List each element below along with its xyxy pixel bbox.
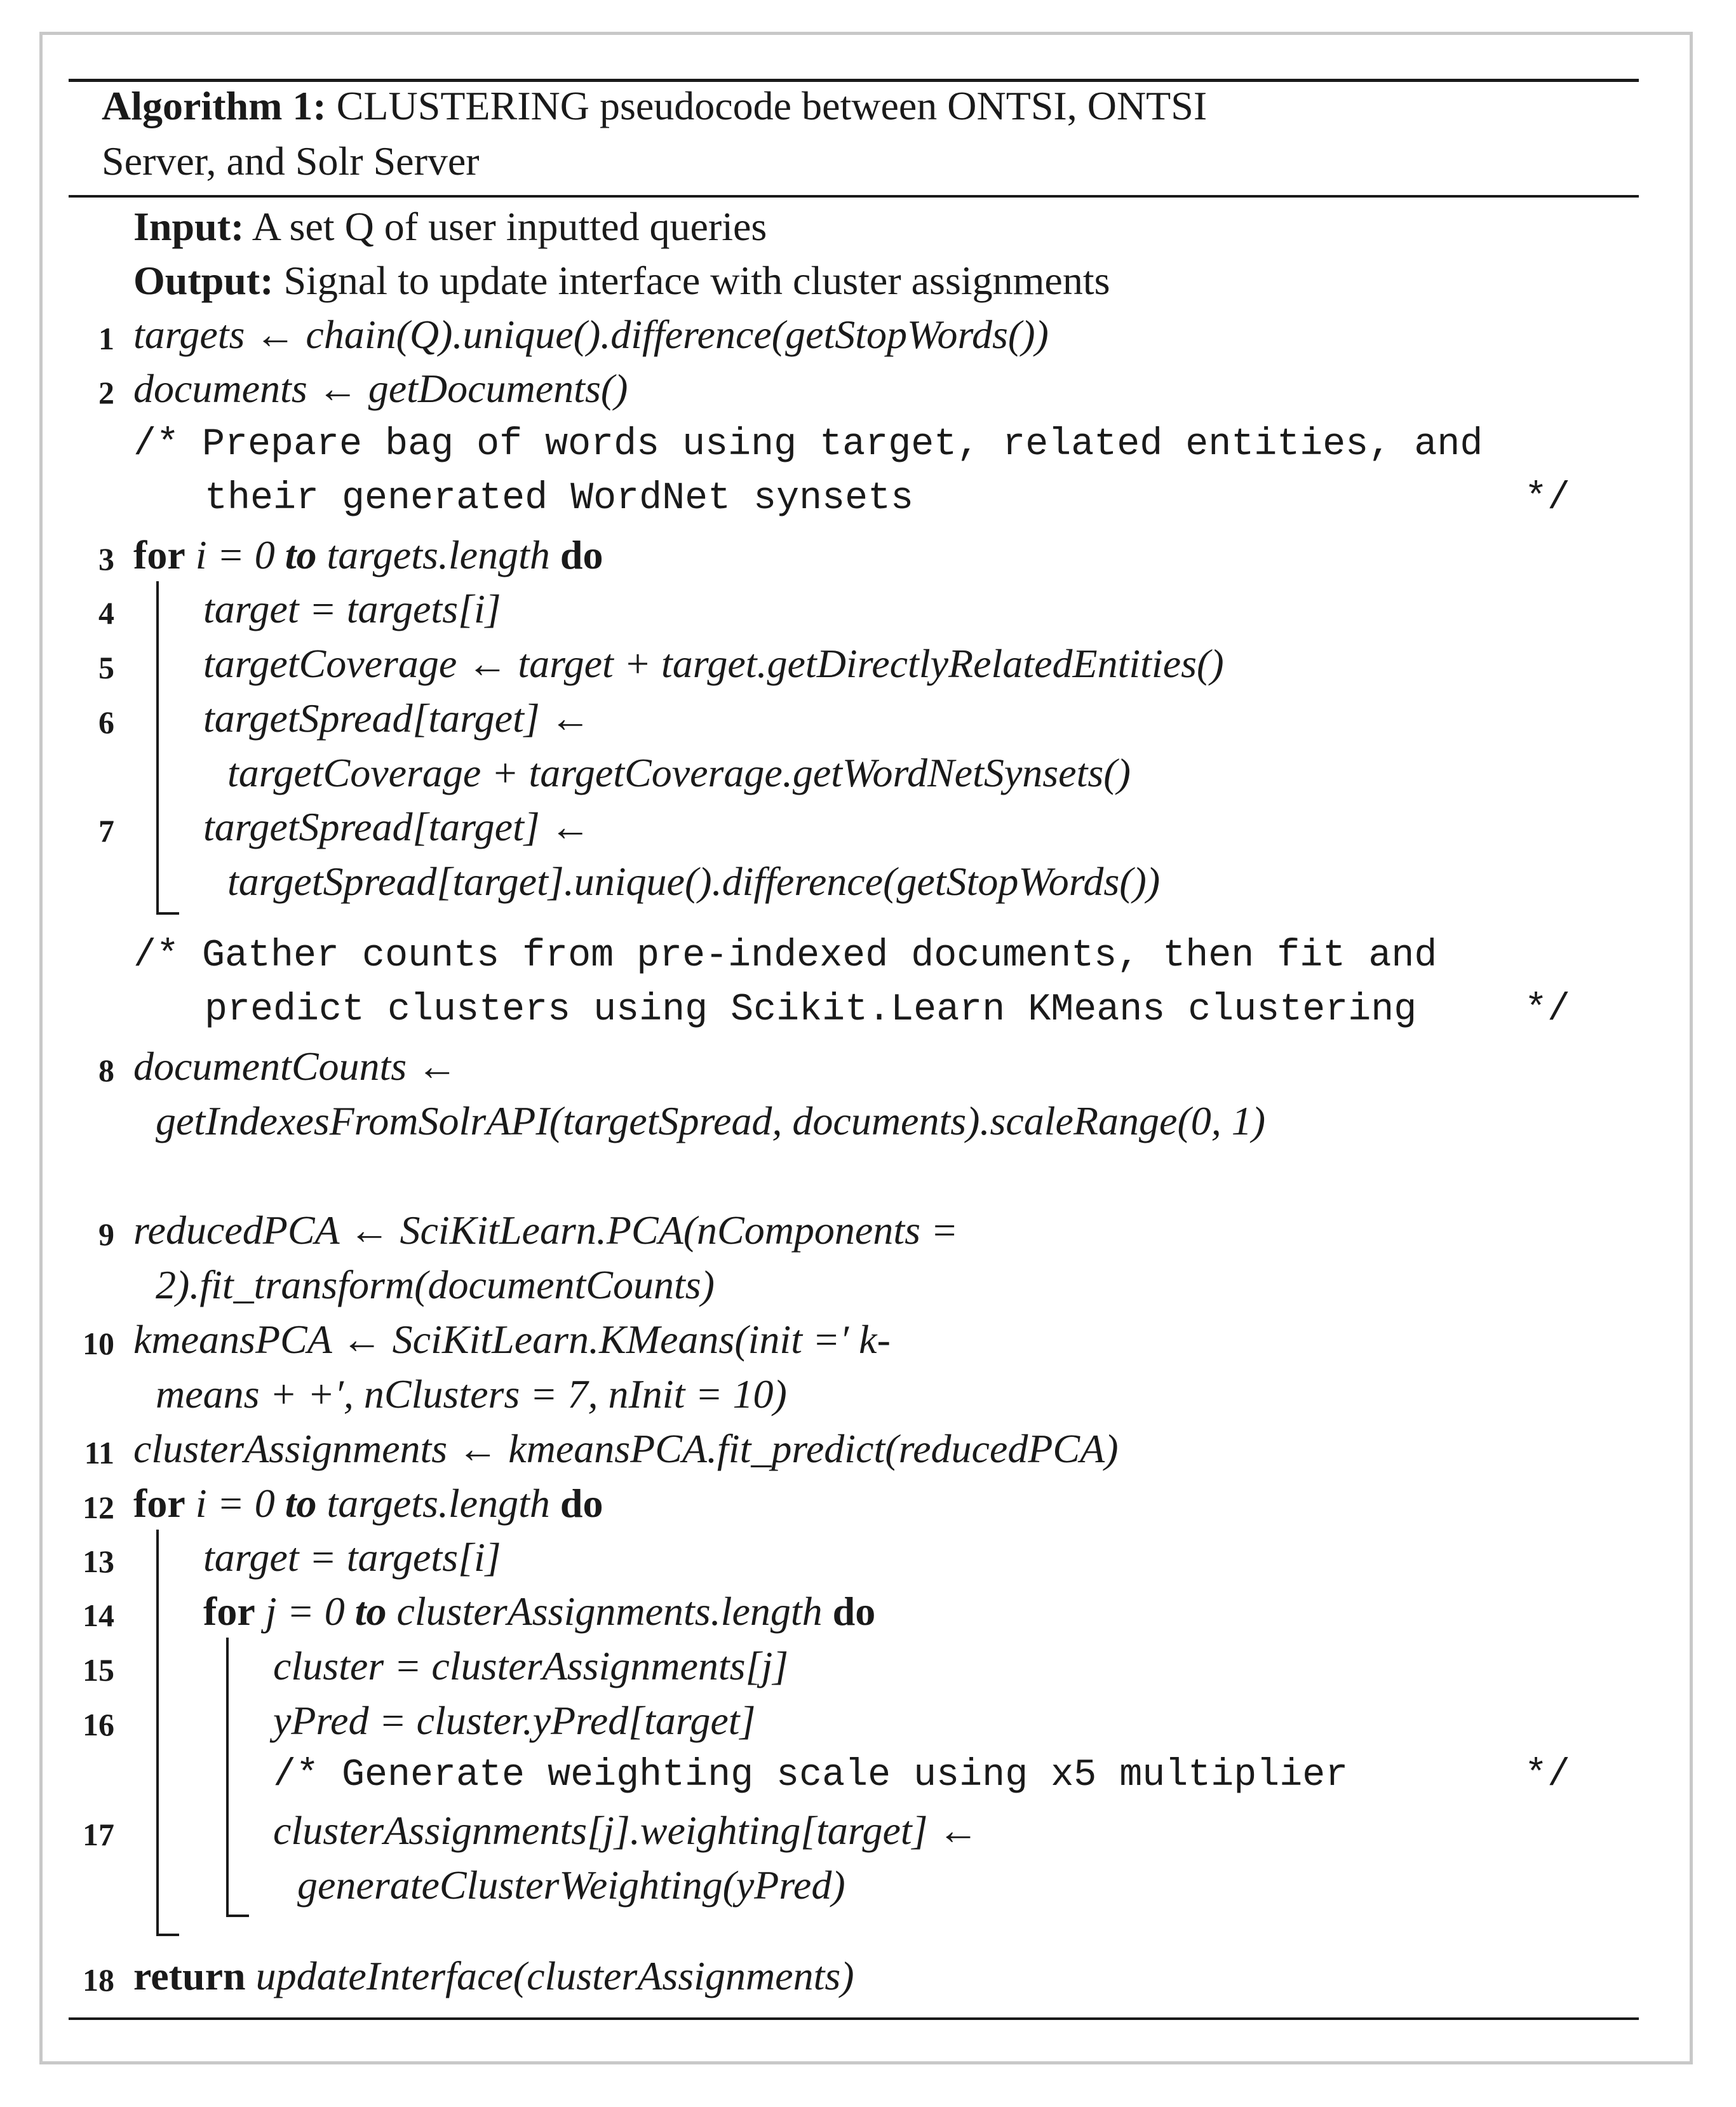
for-keyword: for [133, 532, 185, 577]
top-rule [69, 79, 1639, 82]
line-number: 13 [83, 1544, 114, 1579]
code-line-6b: targetCoverage + targetCoverage.getWordNetSynsets() [227, 750, 1131, 795]
caption-rule [69, 195, 1639, 198]
algorithm-caption-line-1 [102, 83, 1208, 128]
to-keyword: to [354, 1589, 387, 1634]
code-line-6a: targetSpread[target] ← [203, 696, 591, 741]
line-number: 8 [98, 1053, 114, 1088]
loop-var: i = 0 [195, 532, 275, 577]
algorithm-title-2: Server, and Solr Server [102, 138, 480, 184]
loop-2-bar-end [156, 1934, 179, 1936]
code-line-16: yPred = cluster.yPred[target] [273, 1698, 756, 1743]
loop-1-bar-end [156, 912, 179, 915]
code-line-5: targetCoverage ← target + target.getDirectlyRelatedEntities() [203, 641, 1224, 686]
comment-3-end: */ [1524, 1754, 1571, 1797]
bottom-rule [69, 2017, 1639, 2020]
output-label: Output: [133, 258, 274, 303]
loop-bound: targets.length [326, 1481, 550, 1526]
code-line-1: targets ← chain(Q).unique().difference(getStopWords()) [133, 312, 1049, 357]
code-line-10a: kmeansPCA ← SciKitLearn.KMeans(init =′ k- [133, 1317, 891, 1362]
line-number: 14 [83, 1598, 114, 1633]
line-number: 5 [98, 650, 114, 685]
output-line [133, 260, 1110, 301]
code-line-12 [133, 1483, 603, 1524]
algorithm-title-1: CLUSTERING pseudocode between ONTSI, ONTSI [336, 83, 1208, 128]
input-text: A set Q of user inputted queries [252, 204, 767, 249]
code-line-3 [133, 532, 603, 577]
code-line-10b: means + +′, nClusters = 7, nInit = 10) [156, 1371, 787, 1417]
code-line-9b: 2).fit_transform(documentCounts) [156, 1262, 715, 1307]
line-number: 2 [98, 375, 114, 410]
code-line-13: target = targets[i] [203, 1535, 501, 1580]
code-line-9a: reducedPCA ← SciKitLearn.PCA(nComponents = [133, 1208, 959, 1253]
do-keyword: do [832, 1589, 876, 1634]
code-line-14 [203, 1591, 875, 1632]
input-label: Input: [133, 204, 245, 249]
line-number: 17 [83, 1817, 114, 1852]
loop-3-bar-end [226, 1915, 249, 1917]
loop-3-bar [226, 1638, 229, 1917]
line-number: 1 [98, 321, 114, 356]
code-line-7a: targetSpread[target] ← [203, 804, 591, 849]
code-line-4: target = targets[i] [203, 586, 501, 631]
input-line [133, 206, 767, 247]
algorithm-label: Algorithm 1: [102, 83, 326, 128]
code-line-8a: documentCounts ← [133, 1044, 458, 1089]
code-line-18 [133, 1953, 854, 1998]
for-keyword: for [133, 1481, 185, 1526]
line-number: 15 [83, 1652, 114, 1688]
to-keyword: to [285, 1481, 317, 1526]
code-line-15: cluster = clusterAssignments[j] [273, 1643, 789, 1688]
line-number: 4 [98, 595, 114, 631]
do-keyword: do [560, 1481, 603, 1526]
loop-1-bar [156, 581, 159, 915]
comment-1-line-2: their generated WordNet synsets [205, 477, 914, 520]
comment-2-end: */ [1524, 988, 1571, 1032]
code-line-7b: targetSpread[target].unique().difference(getStopWords()) [227, 859, 1161, 904]
to-keyword: to [285, 532, 317, 577]
for-keyword: for [203, 1589, 255, 1634]
line-number: 6 [98, 704, 114, 740]
loop-var: j = 0 [265, 1589, 345, 1634]
code-line-17b: generateClusterWeighting(yPred) [297, 1862, 845, 1908]
comment-1-line-1: /* Prepare bag of words using target, related entities, and [133, 423, 1483, 466]
loop-bound: targets.length [326, 532, 550, 577]
loop-bound: clusterAssignments.length [396, 1589, 823, 1634]
code-line-2: documents ← getDocuments() [133, 366, 628, 411]
do-keyword: do [560, 532, 603, 577]
comment-1-end: */ [1524, 477, 1571, 520]
comment-2-line-1: /* Gather counts from pre-indexed documents, then fit and [133, 934, 1437, 978]
code-line-11: clusterAssignments ← kmeansPCA.fit_predict(reducedPCA) [133, 1426, 1119, 1471]
loop-2-bar [156, 1530, 159, 1936]
line-number: 3 [98, 541, 114, 577]
comment-3-line-1: /* Generate weighting scale using x5 multiplier [273, 1754, 1349, 1797]
line-number: 11 [84, 1435, 114, 1471]
line-number: 9 [98, 1216, 114, 1252]
algorithm-caption-line-2 [102, 138, 480, 184]
line-number: 18 [83, 1962, 114, 1998]
line-number: 10 [83, 1326, 114, 1361]
code-line-17a: clusterAssignments[j].weighting[target] ← [273, 1808, 979, 1853]
line-number: 16 [83, 1707, 114, 1742]
return-expression: updateInterface(clusterAssignments) [255, 1953, 854, 1998]
code-line-8b: getIndexesFromSolrAPI(targetSpread, documents).scaleRange(0, 1) [156, 1098, 1266, 1143]
return-keyword: return [133, 1953, 246, 1998]
comment-2-line-2: predict clusters using Scikit.Learn KMeans clustering [205, 988, 1417, 1032]
line-number: 7 [98, 813, 114, 849]
output-text: Signal to update interface with cluster assignments [283, 258, 1110, 303]
loop-var: i = 0 [195, 1481, 275, 1526]
line-number: 12 [83, 1490, 114, 1525]
